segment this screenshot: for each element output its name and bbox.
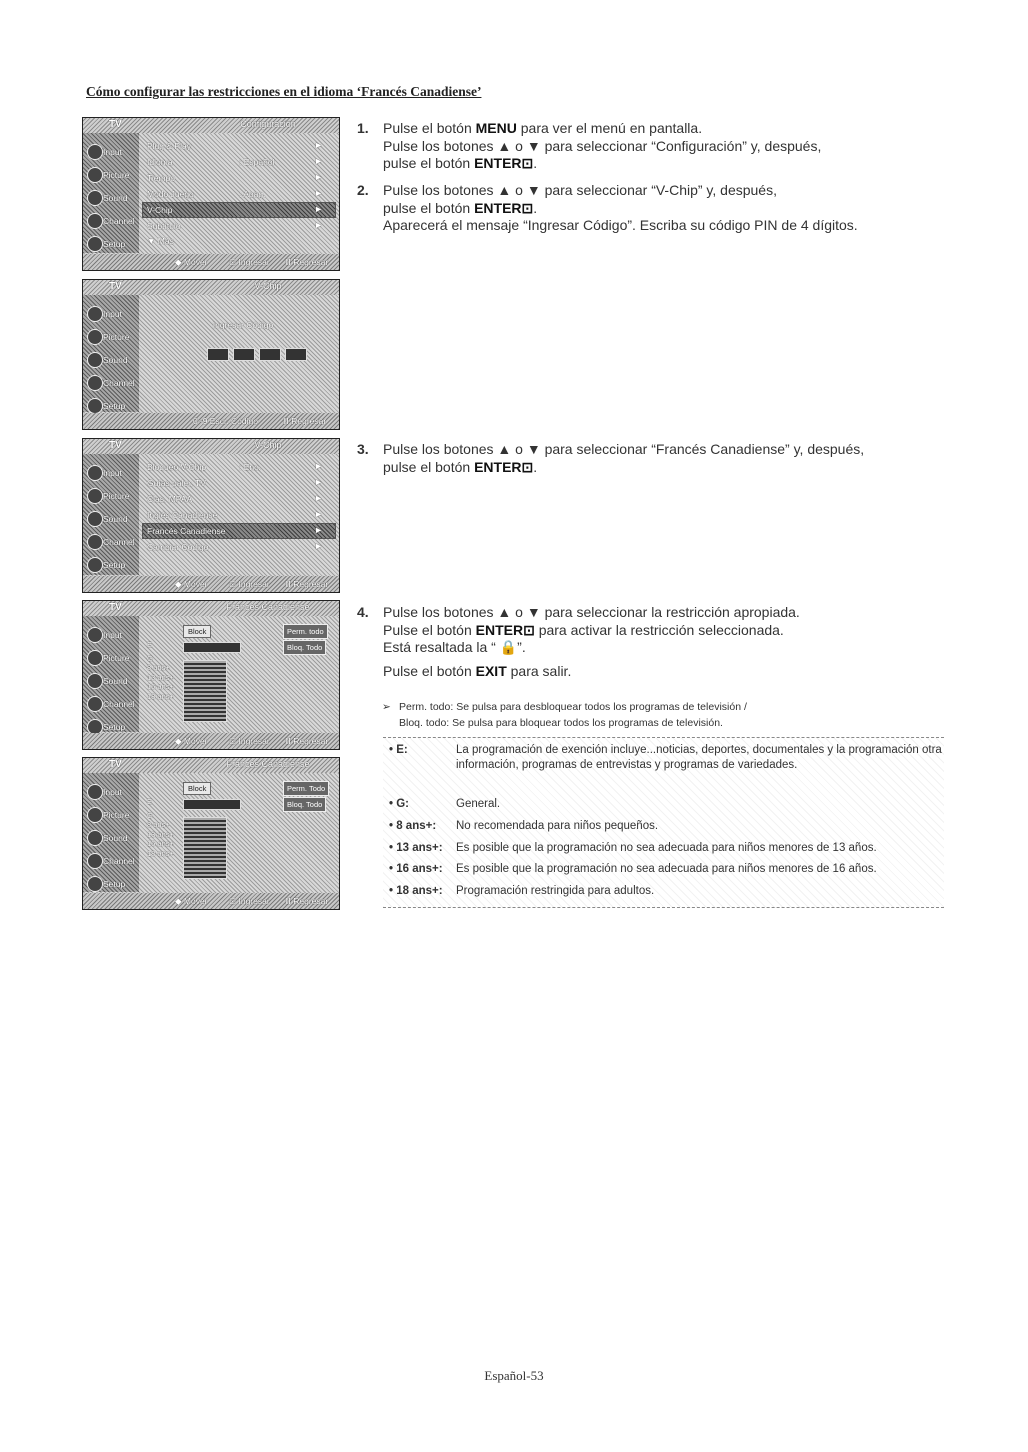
input-icon — [87, 465, 103, 481]
note-arrow-icon: ➢ — [382, 701, 391, 713]
pin-digit-field[interactable] — [207, 348, 229, 361]
sidebar-item-sound[interactable]: Sound — [85, 349, 137, 369]
bloq-todo-button[interactable]: Bloq. Todo — [283, 797, 326, 812]
sound-icon — [87, 830, 103, 846]
rating-grid — [143, 775, 335, 890]
sidebar-item-input[interactable]: Input — [85, 141, 137, 161]
screen-footer: ◆ Mover ⊡ Ingresar Ⅲ Regresar — [83, 733, 339, 749]
sidebar — [83, 295, 139, 412]
sidebar-item-channel[interactable]: Channel — [85, 693, 137, 713]
rating-e[interactable]: E — [147, 797, 153, 806]
menu-item-more[interactable]: ▼ Más — [147, 236, 174, 246]
picture-icon — [87, 488, 103, 504]
tv-screen-frances-canadiense — [82, 600, 340, 750]
sidebar-item-sound[interactable]: Sound — [85, 670, 137, 690]
sidebar-item-channel[interactable]: Channel — [85, 210, 137, 230]
screen-footer: ◆ Mover ⊡ Ingresar Ⅲ Regresar — [83, 576, 339, 592]
rating-g[interactable]: G — [147, 810, 153, 820]
sidebar — [83, 454, 139, 575]
picture-icon — [87, 650, 103, 666]
menu-item-selected[interactable]: Francés Canadiense ► — [143, 524, 335, 538]
sidebar-item-picture[interactable]: Picture — [85, 485, 137, 505]
step-2-text: Pulse los botones ▲ o ▼ para seleccionar “V-Chip” y, después, pulse el botón ENTER⊡. Aparecerá el mensaje “Ingresar Código”. Escriba su código PIN de 4 dígitos. — [383, 182, 858, 233]
rating-list — [147, 797, 174, 858]
menu-item[interactable]: Subtítulo ► — [147, 220, 323, 231]
sound-icon — [87, 673, 103, 689]
tv-screen-configuracion — [82, 117, 340, 271]
tv-screen-vchip-code — [82, 279, 340, 430]
picture-icon — [87, 167, 103, 183]
rating-8[interactable]: 8 ans+ — [147, 820, 170, 829]
menu-item[interactable]: Clas. MPAA ► — [147, 493, 323, 504]
input-icon — [87, 144, 103, 160]
sound-icon — [87, 511, 103, 527]
picture-icon — [87, 329, 103, 345]
screen-title: Configuración — [240, 119, 296, 129]
pin-digit-field[interactable] — [259, 348, 281, 361]
input-icon — [87, 306, 103, 322]
picture-icon — [87, 807, 103, 823]
menu-list — [143, 135, 335, 251]
rating-g[interactable]: G — [147, 653, 153, 663]
code-prompt: Ingresar Código — [212, 320, 274, 330]
sidebar-item-input[interactable]: Input — [85, 781, 137, 801]
menu-item[interactable]: Bloqueo V-Chip : Enc. ► — [147, 461, 323, 472]
menu-list — [143, 456, 335, 573]
sidebar-item-channel[interactable]: Channel — [85, 850, 137, 870]
step-1-text: Pulse el botón MENU para ver el menú en pantalla. Pulse los botones ▲ o ▼ para seleccionar “Configuración” y, después, pulse el botón ENTER⊡. — [383, 120, 822, 171]
sidebar-item-input[interactable]: Input — [85, 303, 137, 323]
rating-descriptions: • E: La programación de exención incluye...noticias, deportes, documentales y la programación otra información, programas de entrevistas y programas de variedades. • G: General. • 8 ans+: No recomendada para niños pequeños. • 13 ans+: Es posible que la programación no sea adecuada para niños menores de 13 años. • 16 ans+: Es posible que la programación no sea adecuada para niños menores de 16 años. • 18 ans+: Programación restringida para adultos. — [383, 737, 944, 908]
lock-cell-e[interactable] — [183, 799, 241, 810]
rating-e[interactable]: E — [147, 640, 153, 649]
block-column-header: Block — [183, 782, 211, 795]
channel-icon — [87, 534, 103, 550]
menu-item[interactable]: Guías paler. TV ► — [147, 477, 323, 488]
rating-list — [147, 640, 174, 701]
step-3-text: Pulse los botones ▲ o ▼ para seleccionar “Francés Canadiense” y, después, pulse el botón ENTER⊡. — [383, 441, 865, 475]
input-icon — [87, 627, 103, 643]
sidebar-item-sound[interactable]: Sound — [85, 508, 137, 528]
sidebar-item-setup[interactable]: Setup — [85, 554, 137, 574]
setup-icon — [87, 236, 103, 252]
screen-footer: ◆ Mover ⊡ Ingresar Ⅲ Regresar — [83, 893, 339, 909]
screen-title: V-Chip — [254, 440, 282, 450]
sidebar-item-setup[interactable]: Setup — [85, 395, 137, 415]
sidebar — [83, 133, 139, 253]
sidebar — [83, 773, 139, 892]
tv-label: TV — [109, 281, 122, 292]
screen-title: Francés Canadiense — [226, 602, 310, 612]
tv-screen-vchip-menu — [82, 438, 340, 593]
bloq-todo-button[interactable]: Bloq. Todo — [283, 640, 326, 655]
tv-label: TV — [109, 440, 122, 451]
sidebar-item-sound[interactable]: Sound — [85, 187, 137, 207]
screen-title: Francés Canadiense — [226, 759, 310, 769]
menu-item[interactable]: Modo Juego : Apag. ► — [147, 188, 323, 199]
sound-icon — [87, 190, 103, 206]
screen-footer: 0~9 Escr. Código Ⅲ Regresar — [83, 413, 339, 429]
rating-13[interactable]: 13 ans+ — [147, 829, 174, 839]
lock-cell-e[interactable] — [183, 642, 241, 653]
menu-item-selected[interactable]: V-Chip ► — [143, 203, 335, 217]
screen-title: V-Chip — [254, 281, 282, 291]
sidebar — [83, 616, 139, 732]
sidebar-item-picture[interactable]: Picture — [85, 164, 137, 184]
perm-todo-button[interactable]: Perm. todo — [283, 624, 328, 639]
menu-item[interactable]: Plug & Play ► — [147, 140, 323, 151]
menu-item[interactable]: Idioma : Español ► — [147, 156, 323, 167]
step-4-text: Pulse los botones ▲ o ▼ para seleccionar la restricción apropiada. Pulse el botón ENTER⊡ para activar la restricción seleccionada. Está resaltada la “ 🔒”. Pulse el botón EXIT para salir. — [383, 604, 800, 679]
screen-footer: ◆ Mover ⊡ Ingresar Ⅲ Regresar — [83, 254, 339, 270]
menu-item[interactable]: Cambiar Código ► — [147, 541, 323, 552]
sidebar-item-channel[interactable]: Channel — [85, 531, 137, 551]
menu-item[interactable]: Tiempo ► — [147, 172, 323, 183]
tv-screen-frances-canadiense-2 — [82, 757, 340, 910]
block-column-header: Block — [183, 625, 211, 638]
perm-todo-button[interactable]: Perm. Todo — [283, 781, 329, 796]
sidebar-item-input[interactable]: Input — [85, 624, 137, 644]
menu-item[interactable]: Inglés Canadiense ► — [147, 509, 323, 520]
page-footer: Español-53 — [484, 1368, 544, 1383]
rating-grid — [143, 618, 335, 730]
rating-8[interactable]: 8 ans+ — [147, 663, 170, 672]
channel-icon — [87, 213, 103, 229]
input-icon — [87, 784, 103, 800]
sidebar-item-input[interactable]: Input — [85, 462, 137, 482]
pin-digit-field[interactable] — [233, 348, 255, 361]
sidebar-item-sound[interactable]: Sound — [85, 827, 137, 847]
sound-icon — [87, 352, 103, 368]
rating-18[interactable]: 18 ans+ — [147, 848, 174, 858]
lock-column[interactable] — [183, 817, 227, 879]
setup-icon — [87, 876, 103, 892]
sidebar-item-picture[interactable]: Picture — [85, 804, 137, 824]
channel-icon — [87, 375, 103, 391]
pin-digit-field[interactable] — [285, 348, 307, 361]
channel-icon — [87, 853, 103, 869]
lock-column[interactable] — [183, 660, 227, 722]
channel-icon — [87, 696, 103, 712]
sidebar-item-setup[interactable]: Setup — [85, 873, 137, 893]
setup-icon — [87, 557, 103, 573]
tv-label: TV — [109, 119, 122, 130]
rating-16[interactable]: 16 ans+ — [147, 682, 174, 691]
sidebar-item-picture[interactable]: Picture — [85, 647, 137, 667]
sidebar-item-setup[interactable]: Setup — [85, 716, 137, 736]
page-title: Cómo configurar las restricciones en el idioma ‘Francés Canadiense’ — [86, 84, 482, 99]
setup-icon — [87, 398, 103, 414]
rating-13[interactable]: 13 ans+ — [147, 672, 174, 682]
tv-label: TV — [109, 602, 122, 613]
tv-label: TV — [109, 759, 122, 770]
sidebar-item-picture[interactable]: Picture — [85, 326, 137, 346]
rating-16[interactable]: 16 ans+ — [147, 839, 174, 848]
sidebar-item-setup[interactable]: Setup — [85, 233, 137, 253]
sidebar-item-channel[interactable]: Channel — [85, 372, 137, 392]
rating-18[interactable]: 18 ans+ — [147, 691, 174, 701]
